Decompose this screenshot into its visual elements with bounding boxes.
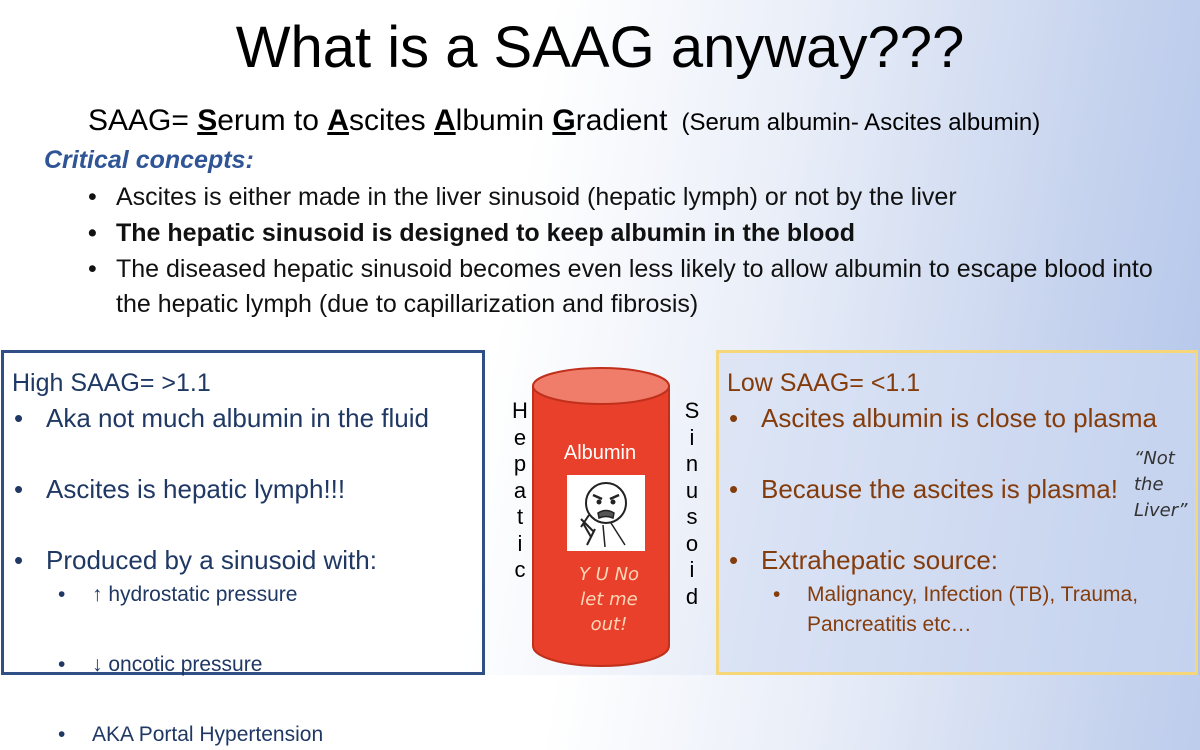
high-saag-item: • Ascites is hepatic lymph!!! bbox=[12, 474, 472, 505]
high-saag-item-text: Produced by a sinusoid with: bbox=[46, 545, 377, 575]
vertical-letter: H bbox=[512, 398, 528, 423]
albumin-label: Albumin bbox=[563, 442, 637, 464]
high-saag-list bbox=[12, 403, 472, 750]
high-saag-subitem: • ↑ hydrostatic pressure bbox=[46, 580, 472, 610]
vertical-letter: S bbox=[684, 398, 700, 423]
high-saag-item: • Aka not much albumin in the fluid bbox=[12, 403, 472, 434]
concept-item: • The diseased hepatic sinusoid becomes even less likely to allow albumin to escape blood into the hepatic lymph (due to capillarization and fibrosis) bbox=[88, 252, 1168, 322]
definition-key-letter: S bbox=[197, 104, 218, 137]
vertical-letter: p bbox=[513, 451, 527, 476]
speech-line: let me bbox=[580, 589, 638, 610]
definition-word-rest: lbumin bbox=[455, 104, 553, 137]
definition-word-rest: scites bbox=[348, 104, 434, 137]
definition-key-letter: G bbox=[552, 104, 576, 137]
concept-item-emphasis: • The hepatic sinusoid is designed to keep albumin in the blood bbox=[88, 216, 1168, 251]
angry-face-drawing bbox=[567, 475, 645, 551]
low-saag-title: Low SAAG= <1.1 bbox=[727, 369, 921, 397]
low-saag-item: • Because the ascites is plasma! bbox=[727, 474, 1187, 505]
low-saag-item-text: Extrahepatic source: bbox=[761, 545, 999, 575]
definition-word-rest: radient bbox=[575, 104, 668, 137]
vertical-letter: i bbox=[517, 530, 523, 556]
vertical-letter: i bbox=[689, 424, 695, 450]
hepatic-vertical-label bbox=[508, 398, 532, 584]
low-saag-list bbox=[727, 403, 1187, 680]
high-saag-title: High SAAG= >1.1 bbox=[12, 369, 211, 397]
concepts-heading: Critical concepts: bbox=[44, 146, 254, 174]
low-saag-item: • Ascites albumin is close to plasma bbox=[727, 403, 1187, 434]
cylinder-top bbox=[533, 368, 669, 404]
vertical-letter: o bbox=[685, 530, 699, 556]
low-saag-item bbox=[727, 545, 1187, 640]
vertical-letter: u bbox=[685, 477, 699, 503]
angry-face-icon bbox=[567, 475, 645, 551]
vertical-letter: n bbox=[685, 451, 699, 476]
note-line: Liver” bbox=[1134, 500, 1188, 521]
concepts-list bbox=[88, 180, 1168, 323]
definition-key-letter: A bbox=[327, 104, 349, 137]
saag-definition bbox=[88, 104, 1040, 138]
vertical-letter: e bbox=[513, 424, 527, 450]
note-line: “Not bbox=[1134, 448, 1175, 469]
vertical-letter: a bbox=[513, 477, 527, 503]
concept-item: • Ascites is either made in the liver sinusoid (hepatic lymph) or not by the liver bbox=[88, 180, 1168, 215]
high-saag-sublist bbox=[46, 580, 472, 750]
slide-title: What is a SAAG anyway??? bbox=[235, 15, 965, 80]
not-the-liver-note bbox=[1134, 446, 1200, 524]
high-saag-subitem: • AKA Portal Hypertension bbox=[46, 720, 472, 750]
vertical-letter: i bbox=[689, 557, 695, 582]
low-saag-sublist bbox=[761, 580, 1187, 640]
vertical-letter: s bbox=[686, 504, 698, 529]
vertical-letter: d bbox=[685, 583, 699, 609]
low-saag-panel bbox=[716, 350, 1198, 675]
definition-formula: (Serum albumin- Ascites albumin) bbox=[681, 109, 1041, 136]
note-line: the bbox=[1134, 474, 1164, 495]
definition-key-letter: A bbox=[433, 104, 456, 137]
speech-line: Y U No bbox=[578, 564, 640, 585]
vertical-letter: c bbox=[514, 557, 526, 582]
definition-word-rest: erum to bbox=[217, 104, 328, 137]
high-saag-item bbox=[12, 545, 472, 750]
speech-text bbox=[531, 562, 687, 637]
speech-line: out! bbox=[590, 614, 628, 635]
high-saag-subitem: • ↓ oncotic pressure bbox=[46, 650, 472, 680]
vertical-letter: t bbox=[516, 504, 524, 529]
high-saag-panel bbox=[1, 350, 485, 746]
low-saag-subitem: • Malignancy, Infection (TB), Trauma, Pancreatitis etc… bbox=[761, 580, 1187, 640]
definition-prefix: SAAG= bbox=[88, 104, 198, 137]
